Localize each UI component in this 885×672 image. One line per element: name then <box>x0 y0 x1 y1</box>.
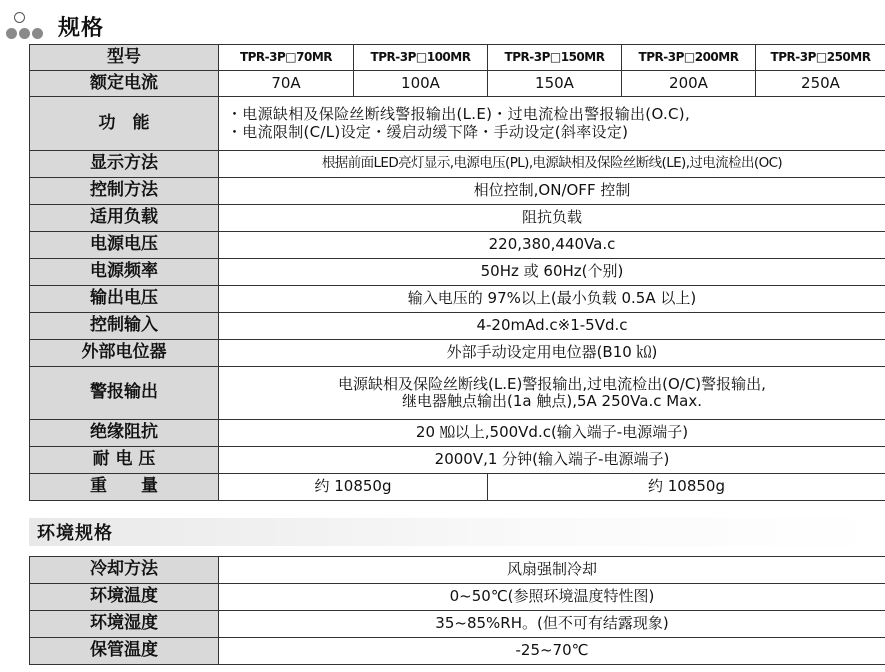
table-row <box>30 557 885 584</box>
env-section-heading <box>29 518 885 546</box>
env-title: 环境规格 <box>37 523 113 544</box>
row-value: -25~70℃ <box>219 638 885 665</box>
row-label: 电源电压 <box>30 232 219 259</box>
model-cell: TPR-3P□100MR <box>354 45 488 71</box>
table-row <box>30 97 885 151</box>
spec-table <box>29 44 885 501</box>
table-row <box>30 232 885 259</box>
weight-label: 重 量 <box>30 474 219 501</box>
table-row <box>30 178 885 205</box>
row-label: 控制方法 <box>30 178 219 205</box>
row-value: 20 ㏁以上,500Vd.c(输入端子-电源端子) <box>219 420 885 447</box>
row-value: 相位控制,ON/OFF 控制 <box>219 178 885 205</box>
current-label: 额定电流 <box>30 71 219 97</box>
row-label: 外部电位器 <box>30 340 219 367</box>
table-row <box>30 638 885 665</box>
table-row <box>30 611 885 638</box>
row-label: 保管温度 <box>30 638 219 665</box>
row-value: 2000V,1 分钟(输入端子-电源端子) <box>219 447 885 474</box>
row-label: 输出电压 <box>30 286 219 313</box>
env-table <box>29 556 885 665</box>
row-value: 风扇强制冷却 <box>219 557 885 584</box>
model-cell: TPR-3P□150MR <box>488 45 622 71</box>
row-label: 耐 电 压 <box>30 447 219 474</box>
section-heading <box>4 8 104 44</box>
row-label: 环境温度 <box>30 584 219 611</box>
table-row <box>30 474 885 501</box>
table-row <box>30 151 885 178</box>
current-cell: 250A <box>756 71 885 97</box>
table-row <box>30 45 885 71</box>
current-cell: 150A <box>488 71 622 97</box>
current-cell: 100A <box>354 71 488 97</box>
alarm-cell <box>219 367 885 420</box>
weight-cell: 约 10850g <box>488 474 885 501</box>
row-value: 根据前面LED亮灯显示,电源电压(PL),电源缺相及保险丝断线(LE),过电流检出(OC) <box>219 151 885 178</box>
row-label: 绝缘阻抗 <box>30 420 219 447</box>
circles-logo-icon <box>4 8 50 44</box>
row-value: 4-20mAd.c※1-5Vd.c <box>219 313 885 340</box>
row-value: 0~50℃(参照环境温度特性图) <box>219 584 885 611</box>
alarm-line: 继电器触点输出(1a 触点),5A 250Va.c Max. <box>401 392 703 410</box>
table-row <box>30 205 885 232</box>
row-label: 显示方法 <box>30 151 219 178</box>
table-row <box>30 286 885 313</box>
alarm-line: 电源缺相及保险丝断线(L.E)警报输出,过电流检出(O/C)警报输出, <box>338 374 766 393</box>
table-row <box>30 447 885 474</box>
function-label: 功 能 <box>30 97 219 151</box>
row-value: 50Hz 或 60Hz(个别) <box>219 259 885 286</box>
row-value: 外部手动设定用电位器(B10 ㏀) <box>219 340 885 367</box>
table-row <box>30 313 885 340</box>
function-line: ・电流限制(C/L)设定・缓启动缓下降・手动设定(斜率设定) <box>227 122 629 141</box>
row-label: 电源频率 <box>30 259 219 286</box>
weight-cell: 约 10850g <box>219 474 488 501</box>
model-cell: TPR-3P□70MR <box>219 45 354 71</box>
row-value: 输入电压的 97%以上(最小负载 0.5A 以上) <box>219 286 885 313</box>
function-cell <box>219 97 885 151</box>
page-title: 规格 <box>58 15 105 41</box>
function-line: ・电源缺相及保险丝断线警报输出(L.E)・过电流检出警报输出(O.C), <box>227 105 691 124</box>
row-label: 控制输入 <box>30 313 219 340</box>
current-cell: 200A <box>622 71 756 97</box>
row-value: 220,380,440Va.c <box>219 232 885 259</box>
row-label: 环境湿度 <box>30 611 219 638</box>
row-label: 冷却方法 <box>30 557 219 584</box>
table-row <box>30 420 885 447</box>
alarm-label: 警报输出 <box>30 367 219 420</box>
model-cell: TPR-3P□250MR <box>756 45 885 71</box>
model-label: 型号 <box>30 45 219 71</box>
row-label: 适用负载 <box>30 205 219 232</box>
table-row <box>30 584 885 611</box>
row-value: 阻抗负载 <box>219 205 885 232</box>
table-row <box>30 259 885 286</box>
row-value: 35~85%RH。(但不可有结露现象) <box>219 611 885 638</box>
table-row <box>30 367 885 420</box>
table-row <box>30 71 885 97</box>
model-cell: TPR-3P□200MR <box>622 45 756 71</box>
table-row <box>30 340 885 367</box>
current-cell: 70A <box>219 71 354 97</box>
